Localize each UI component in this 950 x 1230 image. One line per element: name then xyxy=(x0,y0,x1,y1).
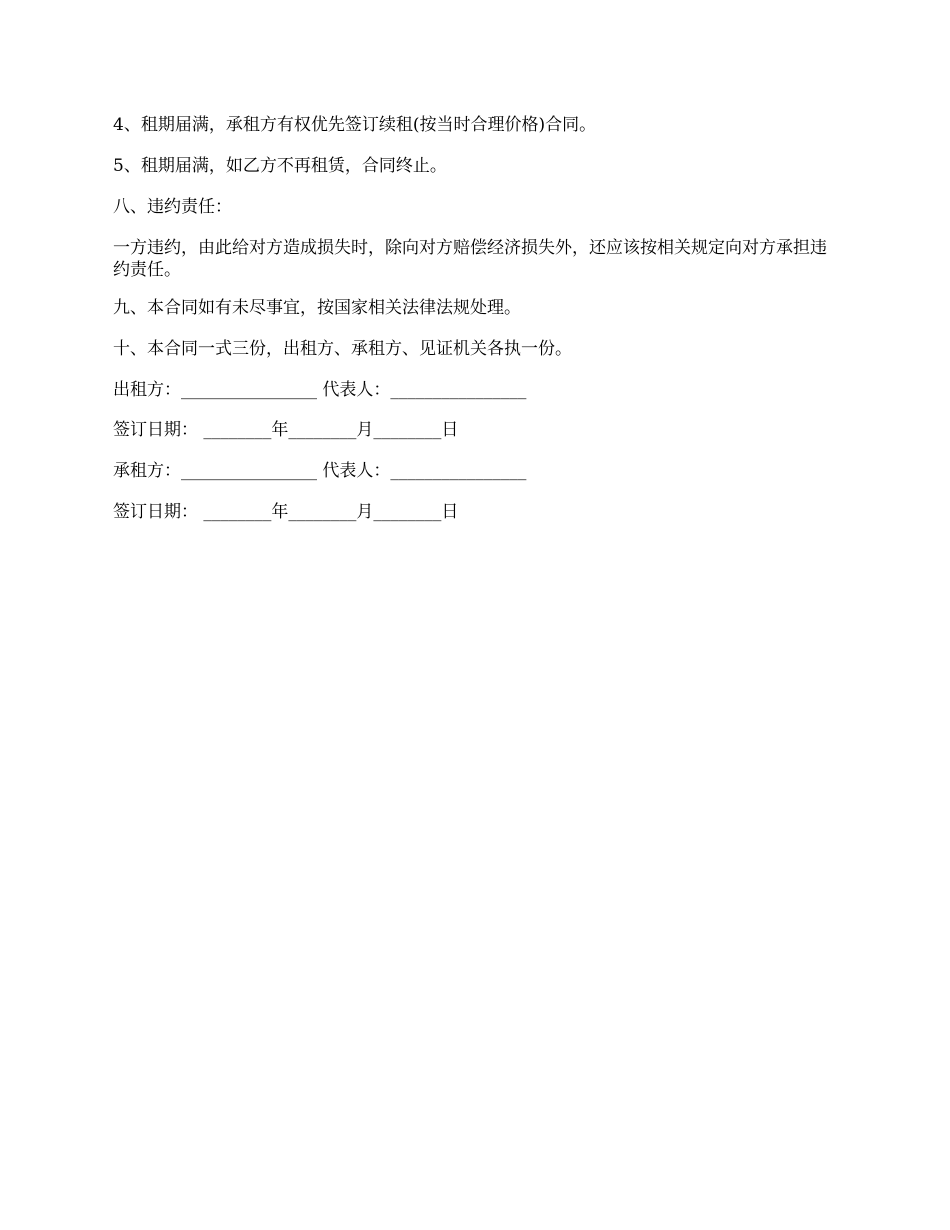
clause-breach-liability: 一方违约，由此给对方造成损失时，除向对方赔偿经济损失外，还应该按相关规定向对方承担违约责任。 xyxy=(113,238,827,280)
lessor-signature-line: 出租方：________________ 代表人：________________ xyxy=(113,380,527,400)
lessee-signing-date: 签订日期： ________年________月________日 xyxy=(113,502,459,522)
clause-unresolved-matters: 九、本合同如有未尽事宜，按国家相关法律法规处理。 xyxy=(113,298,521,318)
lessor-signing-date: 签订日期： ________年________月________日 xyxy=(113,420,459,440)
clause-contract-termination: 5、租期届满，如乙方不再租赁，合同终止。 xyxy=(113,156,447,176)
lessee-signature-line: 承租方：________________ 代表人：________________ xyxy=(113,461,527,481)
section-heading-breach-liability: 八、违约责任： xyxy=(113,197,232,217)
clause-renewal-priority: 4、租期届满，承租方有权优先签订续租(按当时合理价格)合同。 xyxy=(113,115,597,135)
clause-copies: 十、本合同一式三份，出租方、承租方、见证机关各执一份。 xyxy=(113,339,572,359)
